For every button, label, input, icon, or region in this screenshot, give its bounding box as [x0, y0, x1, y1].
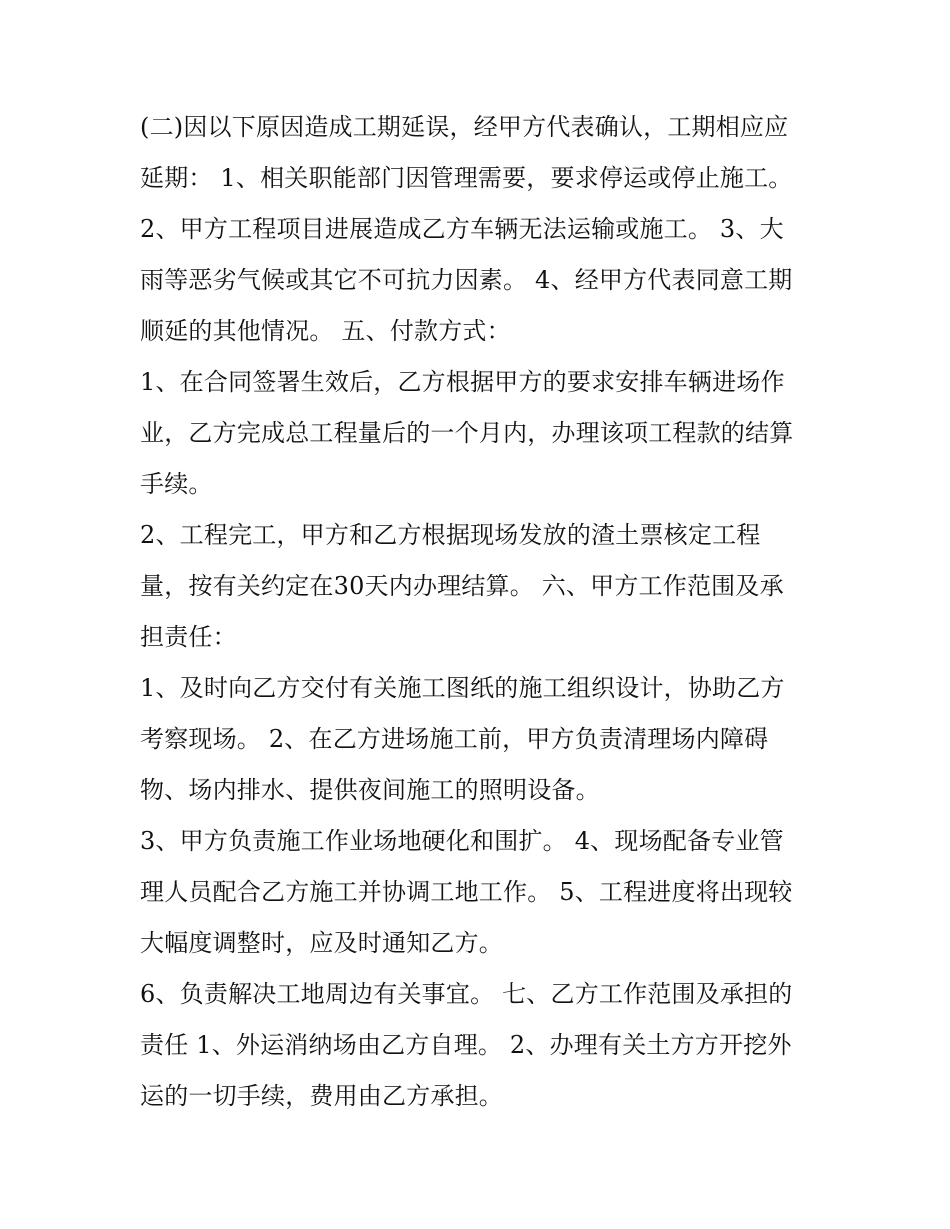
text-line: 2、工程完工，甲方和乙方根据现场发放的渣土票核定工程 [140, 521, 761, 549]
text-line: 3、甲方负责施工作业场地硬化和围扩。 4、现场配备专业管 [140, 827, 784, 855]
text-line: 责任 1、外运消纳场由乙方自理。 2、办理有关土方方开挖外 [140, 1031, 792, 1059]
paragraph-5 [140, 816, 820, 969]
text-line: (二)因以下原因造成工期延误，经甲方代表确认，工期相应应 [140, 113, 789, 141]
text-line: 考察现场。 2、在乙方进场施工前，甲方负责清理场内障碍 [140, 725, 769, 753]
paragraph-6 [140, 969, 820, 1122]
text-line: 担责任： [140, 623, 237, 651]
text-line: 物、场内排水、提供夜间施工的照明设备。 [140, 776, 600, 804]
paragraph-4 [140, 663, 820, 816]
text-line: 量，按有关约定在30天内办理结算。 六、甲方工作范围及承 [140, 572, 784, 600]
paragraph-2 [140, 357, 820, 510]
text-line: 运的一切手续，费用由乙方承担。 [140, 1082, 503, 1110]
text-line: 1、在合同签署生效后，乙方根据甲方的要求安排车辆进场作 [140, 368, 785, 396]
text-line: 手续。 [140, 470, 213, 498]
paragraph-3 [140, 510, 820, 663]
text-line: 大幅度调整时，应及时通知乙方。 [140, 929, 503, 957]
paragraph-1 [140, 102, 820, 357]
text-line: 2、甲方工程项目进展造成乙方车辆无法运输或施工。 3、大 [140, 215, 784, 243]
text-line: 雨等恶劣气候或其它不可抗力因素。 4、经甲方代表同意工期 [140, 266, 793, 294]
text-line: 延期： 1、相关职能部门因管理需要，要求停运或停止施工。 [140, 164, 793, 192]
document-body [140, 102, 820, 1122]
text-line: 理人员配合乙方施工并协调工地工作。 5、工程进度将出现较 [140, 878, 793, 906]
text-line: 1、及时向乙方交付有关施工图纸的施工组织设计，协助乙方 [140, 674, 785, 702]
text-line: 顺延的其他情况。 五、付款方式： [140, 317, 511, 345]
text-line: 6、负责解决工地周边有关事宜。 七、乙方工作范围及承担的 [140, 980, 793, 1008]
text-line: 业，乙方完成总工程量后的一个月内，办理该项工程款的结算 [140, 419, 794, 447]
